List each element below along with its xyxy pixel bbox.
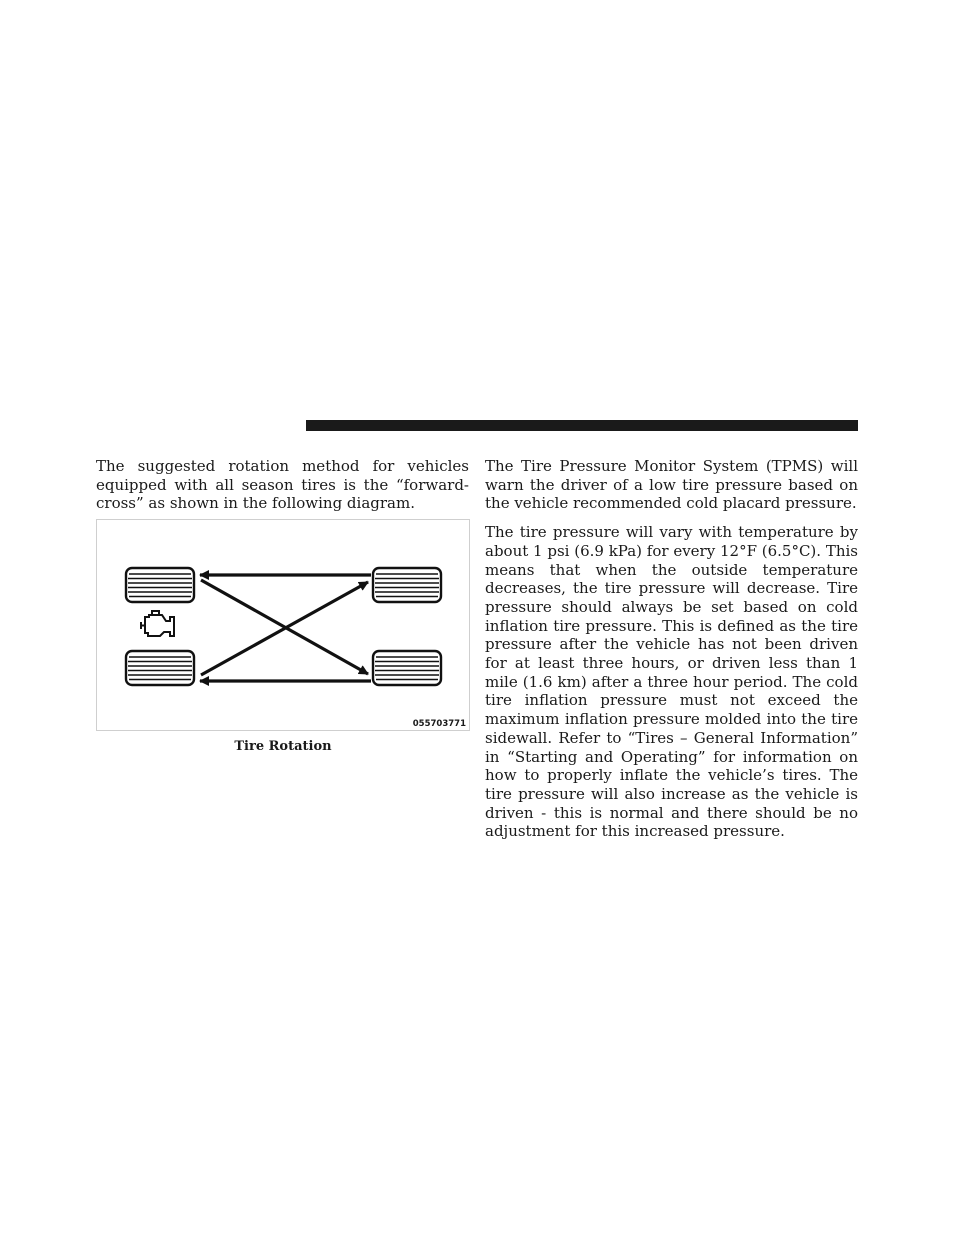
- figure-id: 055703771: [412, 719, 466, 729]
- right-column: [485, 457, 858, 851]
- intro-paragraph: The suggested rotation method for vehicles equipped with all season tires is the “forward-cross” as shown in the following diagram.: [96, 457, 469, 513]
- temperature-paragraph: The tire pressure will vary with temperature by about 1 psi (6.9 kPa) for every 12°F (6.5°C). This means that when the outside temperature decreases, the tire pressure will decrease. Tire pressure should always be set based on cold inflation tire pressure. This is defined as the tire pressure after the vehicle has not been driven for at least three hours, or driven less than 1 mile (1.6 km) after a three hour period. The cold tire inflation pressure must not exceed the maximum inflation pressure molded into the tire sidewall. Refer to “Tires – General Information” in “Starting and Operating” for information on how to properly inflate the vehicle’s tires. The tire pressure will also increase as the vehicle is driven - this is normal and there should be no adjustment for this increased pressure.: [485, 523, 858, 841]
- engine-icon: [141, 611, 174, 636]
- tpms-paragraph: The Tire Pressure Monitor System (TPMS) will warn the driver of a low tire pressure based on the vehicle recommended cold placard pressure.: [485, 457, 858, 513]
- tire-rotation-figure: [96, 519, 470, 731]
- arrow-icon: [200, 575, 371, 681]
- tire-icon: [126, 651, 194, 685]
- figure-caption: Tire Rotation: [234, 739, 332, 754]
- tire-icon: [126, 568, 194, 602]
- tire-icon: [373, 651, 441, 685]
- section-header-bar: [306, 420, 858, 431]
- tire-rotation-diagram: [97, 520, 469, 730]
- tire-icon: [373, 568, 441, 602]
- left-column: [96, 457, 469, 523]
